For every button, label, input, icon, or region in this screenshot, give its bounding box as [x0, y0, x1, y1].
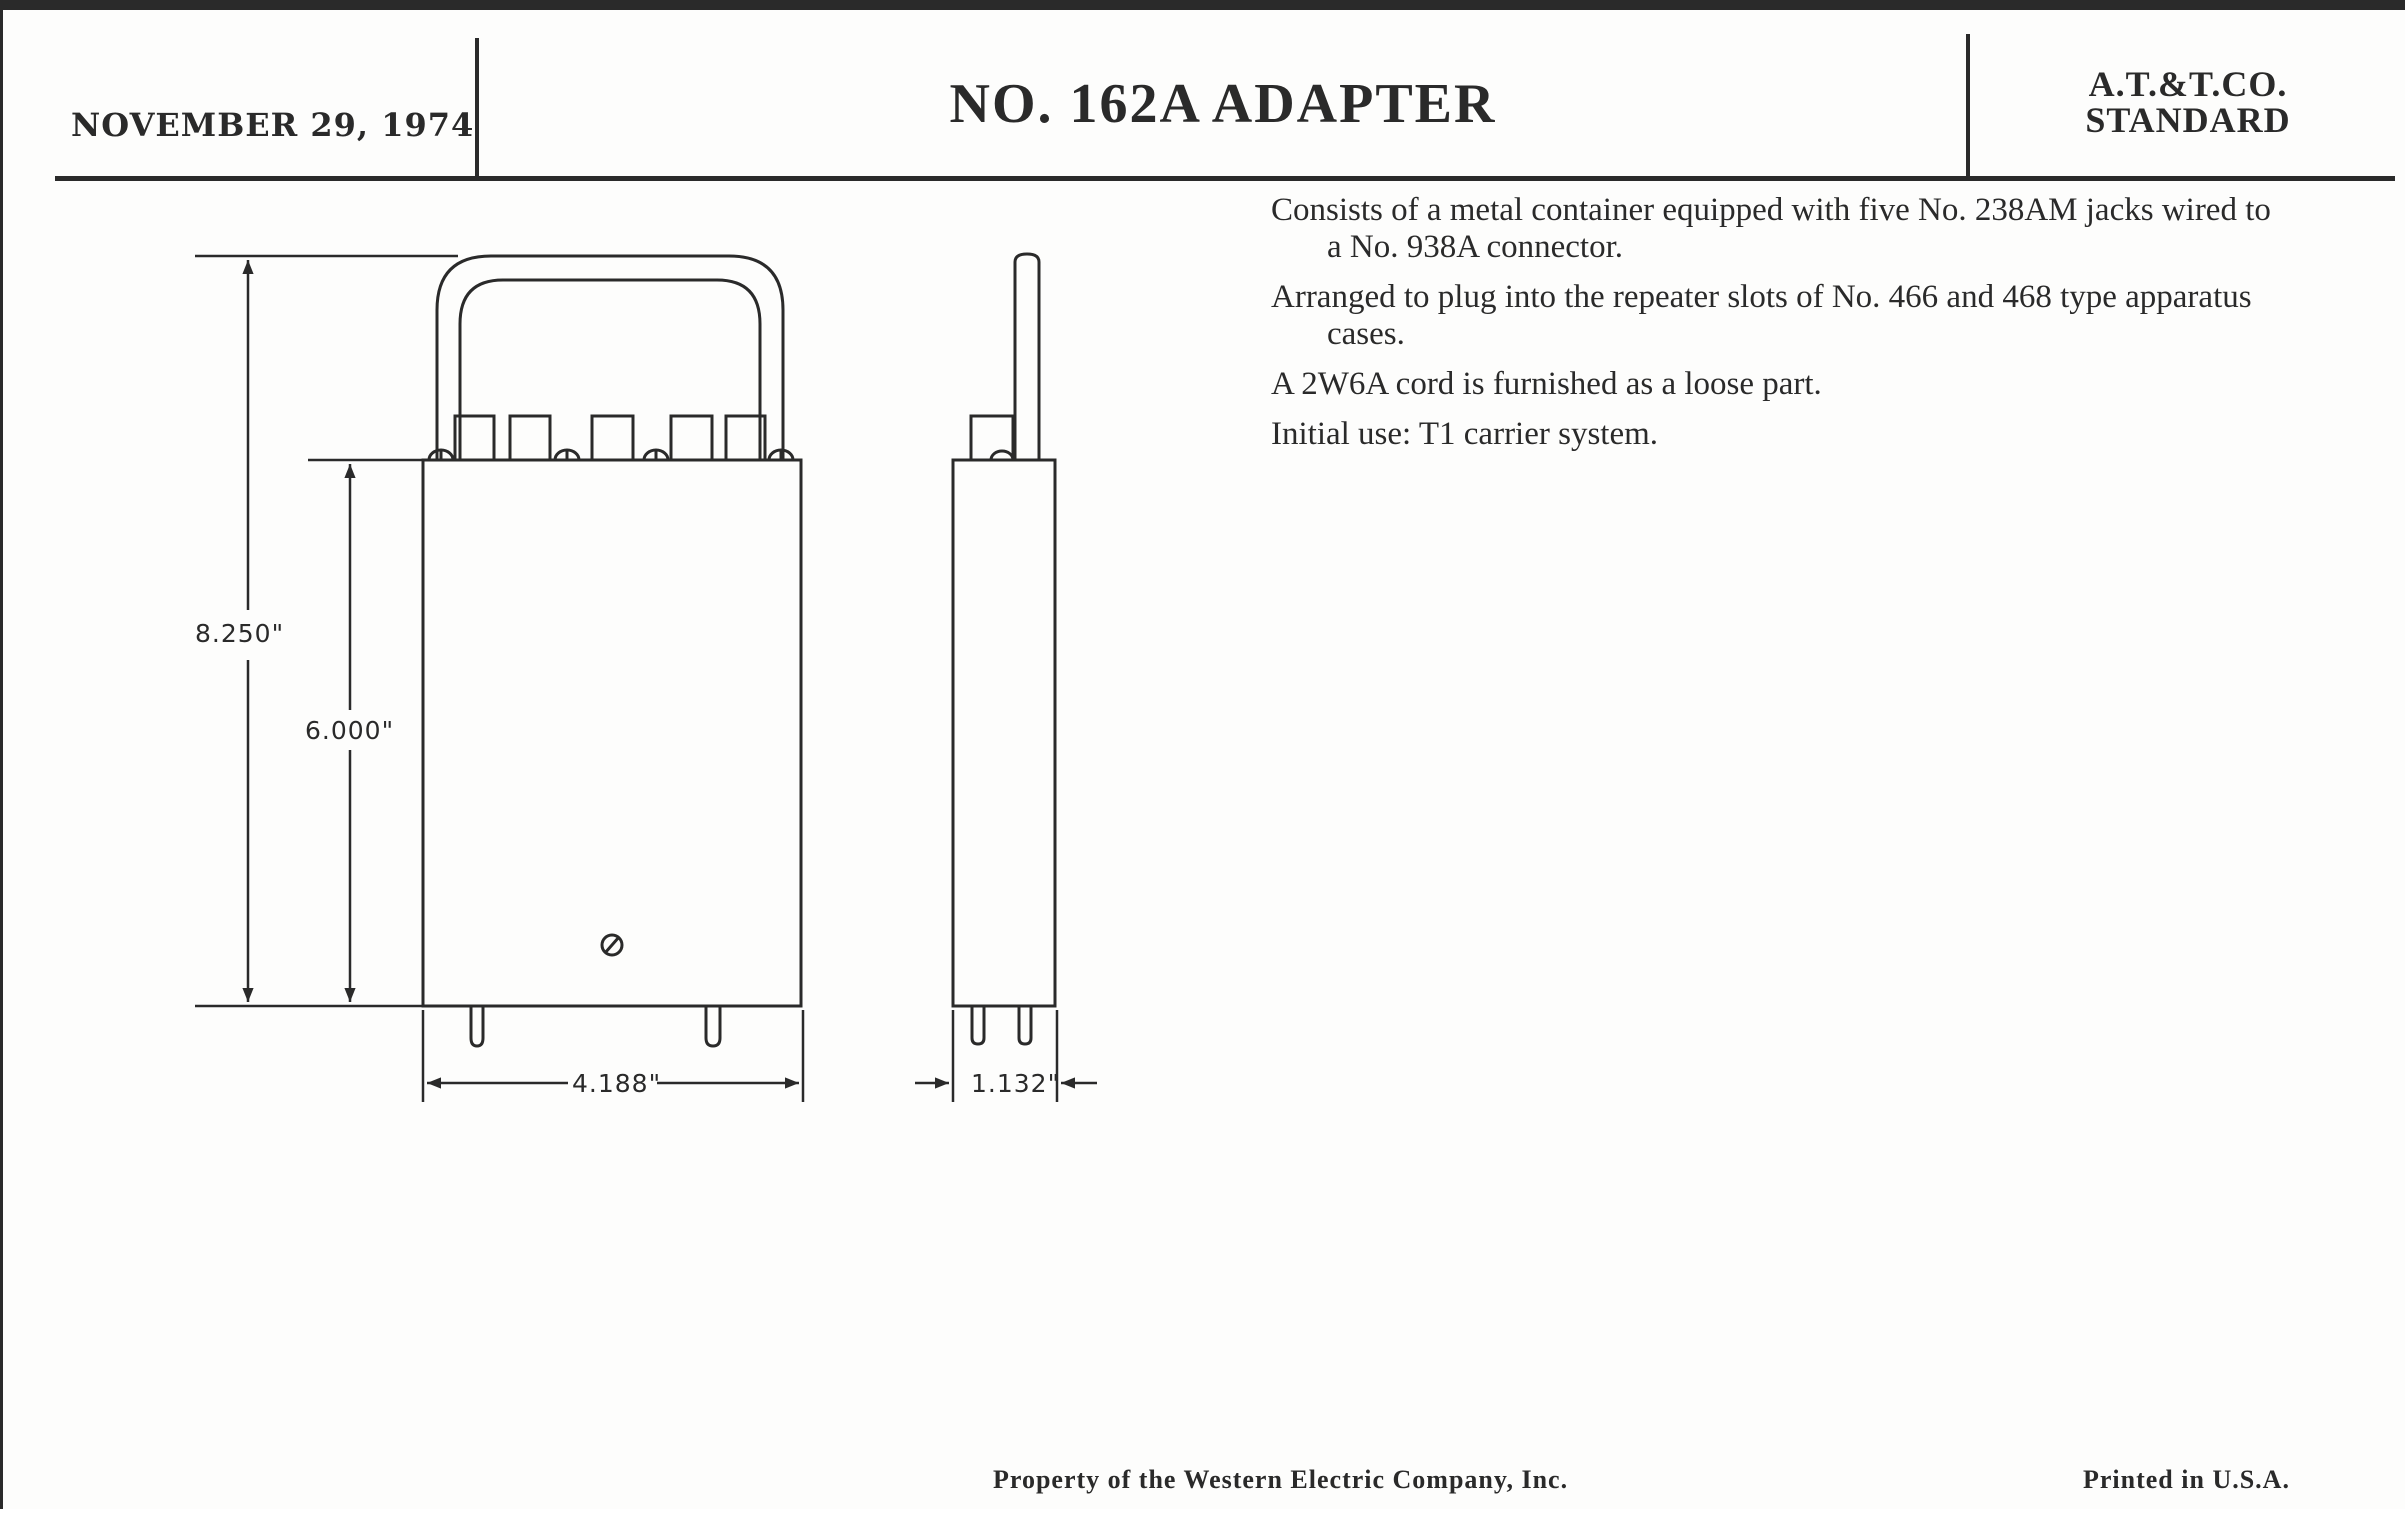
connector-pin	[706, 1006, 720, 1046]
front-view	[423, 256, 801, 1046]
jack	[510, 416, 550, 460]
width-label: 4.188"	[572, 1069, 662, 1098]
side-pin	[1019, 1006, 1031, 1044]
side-view	[953, 254, 1055, 1044]
page-title: NO. 162A ADAPTER	[949, 73, 1497, 135]
description-item: Consists of a metal container equipped with five No. 238AM jacks wired to a No. 938A connector.	[1271, 192, 2271, 265]
body-height-label: 6.000"	[305, 716, 395, 745]
connector-pin	[471, 1006, 483, 1046]
description-item: Arranged to plug into the repeater slots of No. 466 and 468 type apparatus cases.	[1271, 279, 2252, 352]
jack	[592, 416, 633, 460]
standard-line-2: STANDARD	[2085, 100, 2291, 140]
handle-inner	[460, 280, 760, 460]
side-body	[953, 460, 1055, 1006]
footer-property: Property of the Western Electric Company, Inc.	[993, 1465, 1569, 1494]
handle-outer	[437, 256, 783, 460]
depth-label: 1.132"	[971, 1069, 1061, 1098]
container-body	[423, 460, 801, 1006]
jack	[671, 416, 712, 460]
adapter-drawing	[3, 10, 2405, 1519]
description-item: Initial use: T1 carrier system.	[1271, 416, 1659, 452]
side-pin	[972, 1006, 984, 1044]
footer-printed: Printed in U.S.A.	[2083, 1465, 2290, 1494]
side-handle	[1015, 254, 1039, 460]
header-date: NOVEMBER 29, 1974	[71, 106, 475, 144]
standard-line-1: A.T.&T.CO.	[2088, 64, 2288, 104]
description-item: A 2W6A cord is furnished as a loose part.	[1271, 366, 1822, 402]
overall-height-label: 8.250"	[195, 619, 285, 648]
